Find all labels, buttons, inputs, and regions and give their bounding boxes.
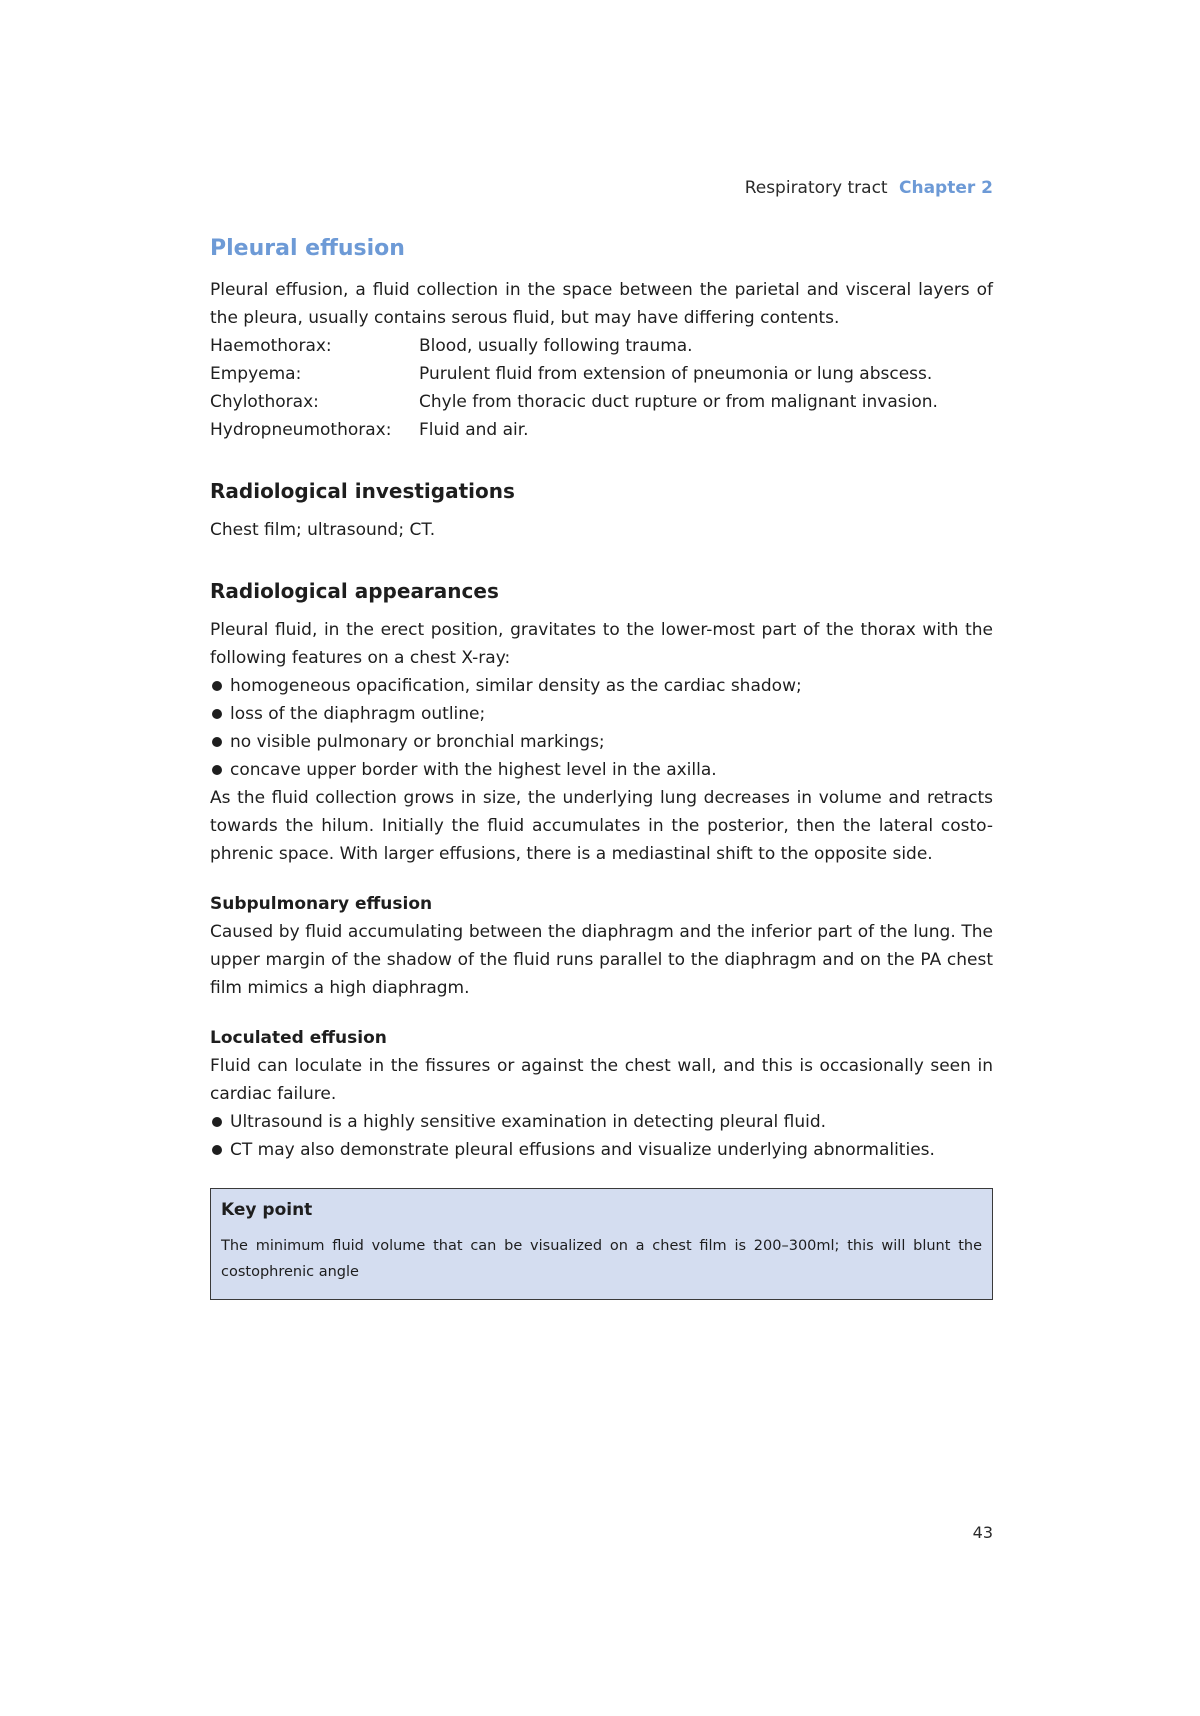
spacer xyxy=(210,444,993,476)
bullet-icon xyxy=(212,1117,222,1127)
subpulmonary-heading: Subpulmonary effusion xyxy=(210,894,433,914)
list-item xyxy=(210,756,993,784)
list-item-text: concave upper border with the highest level in the axilla. xyxy=(230,760,717,780)
appearances-bullet-list xyxy=(210,672,993,784)
key-point-box xyxy=(210,1188,993,1300)
appearances-heading: Radiological appearances xyxy=(210,579,499,603)
appearances-after: As the fluid collection grows in size, the underlying lung decreases in volume and retracts towards the hilum. Initially the fluid accumulates in the posterior, then the lateral costo-phrenic space. With larger effusions, there is a mediastinal shift to the opposite side. xyxy=(210,788,993,864)
loculated-heading: Loculated effusion xyxy=(210,1028,387,1048)
definition-row xyxy=(210,360,993,388)
list-item-text: homogeneous opacification, similar density as the cardiac shadow; xyxy=(230,676,802,696)
list-item-text: CT may also demonstrate pleural effusions and visualize underlying abnormalities. xyxy=(230,1140,935,1160)
bullet-icon xyxy=(212,737,222,747)
definition-desc: Purulent fluid from extension of pneumonia or lung abscess. xyxy=(419,364,933,384)
definition-term: Haemothorax: xyxy=(210,336,332,356)
list-item-text: Ultrasound is a highly sensitive examination in detecting pleural fluid. xyxy=(230,1112,827,1132)
running-head xyxy=(745,178,993,198)
list-item xyxy=(210,672,993,700)
definition-term: Empyema: xyxy=(210,364,302,384)
loculated-bullet-list xyxy=(210,1108,993,1164)
list-item xyxy=(210,728,993,756)
spacer xyxy=(210,1002,993,1024)
subpulmonary-text: Caused by fluid accumulating between the diaphragm and the inferior part of the lung. The upper margin of the shadow of the fluid runs parallel to the diaphragm and on the PA chest film mimics a high diaphragm. xyxy=(210,922,993,998)
bullet-icon xyxy=(212,765,222,775)
page-content xyxy=(210,234,993,1300)
spacer xyxy=(210,544,993,576)
definition-row xyxy=(210,388,993,416)
running-head-chapter: Chapter 2 xyxy=(898,178,993,198)
appearances-intro: Pleural fluid, in the erect position, gravitates to the lower-most part of the thorax with the following features on a chest X-ray: xyxy=(210,620,993,668)
bullet-icon xyxy=(212,681,222,691)
effusion-types-list xyxy=(210,332,993,444)
list-item xyxy=(210,1108,993,1136)
list-item-text: loss of the diaphragm outline; xyxy=(230,704,486,724)
definition-desc: Chyle from thoracic duct rupture or from malignant invasion. xyxy=(419,392,938,412)
definition-desc: Fluid and air. xyxy=(419,420,529,440)
definition-term: Chylothorax: xyxy=(210,392,319,412)
list-item xyxy=(210,700,993,728)
bullet-icon xyxy=(212,709,222,719)
spacer xyxy=(210,868,993,890)
definition-row xyxy=(210,332,993,360)
key-point-text: The minimum fluid volume that can be visualized on a chest film is 200–300ml; this will blunt the costophrenic angle xyxy=(221,1238,982,1280)
page-number: 43 xyxy=(972,1523,993,1542)
definition-desc: Blood, usually following trauma. xyxy=(419,336,693,356)
intro-paragraph: Pleural effusion, a fluid collection in the space between the parietal and visceral layers of the pleura, usually contains serous fluid, but may have differing contents. xyxy=(210,280,993,328)
key-point-title: Key point xyxy=(221,1200,313,1220)
bullet-icon xyxy=(212,1145,222,1155)
running-head-section: Respiratory tract xyxy=(744,178,888,198)
list-item xyxy=(210,1136,993,1164)
page-title: Pleural effusion xyxy=(210,236,405,261)
definition-row xyxy=(210,416,993,444)
investigations-heading: Radiological investigations xyxy=(210,479,515,503)
investigations-text: Chest film; ultrasound; CT. xyxy=(210,520,436,540)
loculated-text: Fluid can loculate in the fissures or against the chest wall, and this is occasionally seen in cardiac failure. xyxy=(210,1056,993,1104)
list-item-text: no visible pulmonary or bronchial markings; xyxy=(230,732,605,752)
definition-term: Hydropneumothorax: xyxy=(210,420,392,440)
